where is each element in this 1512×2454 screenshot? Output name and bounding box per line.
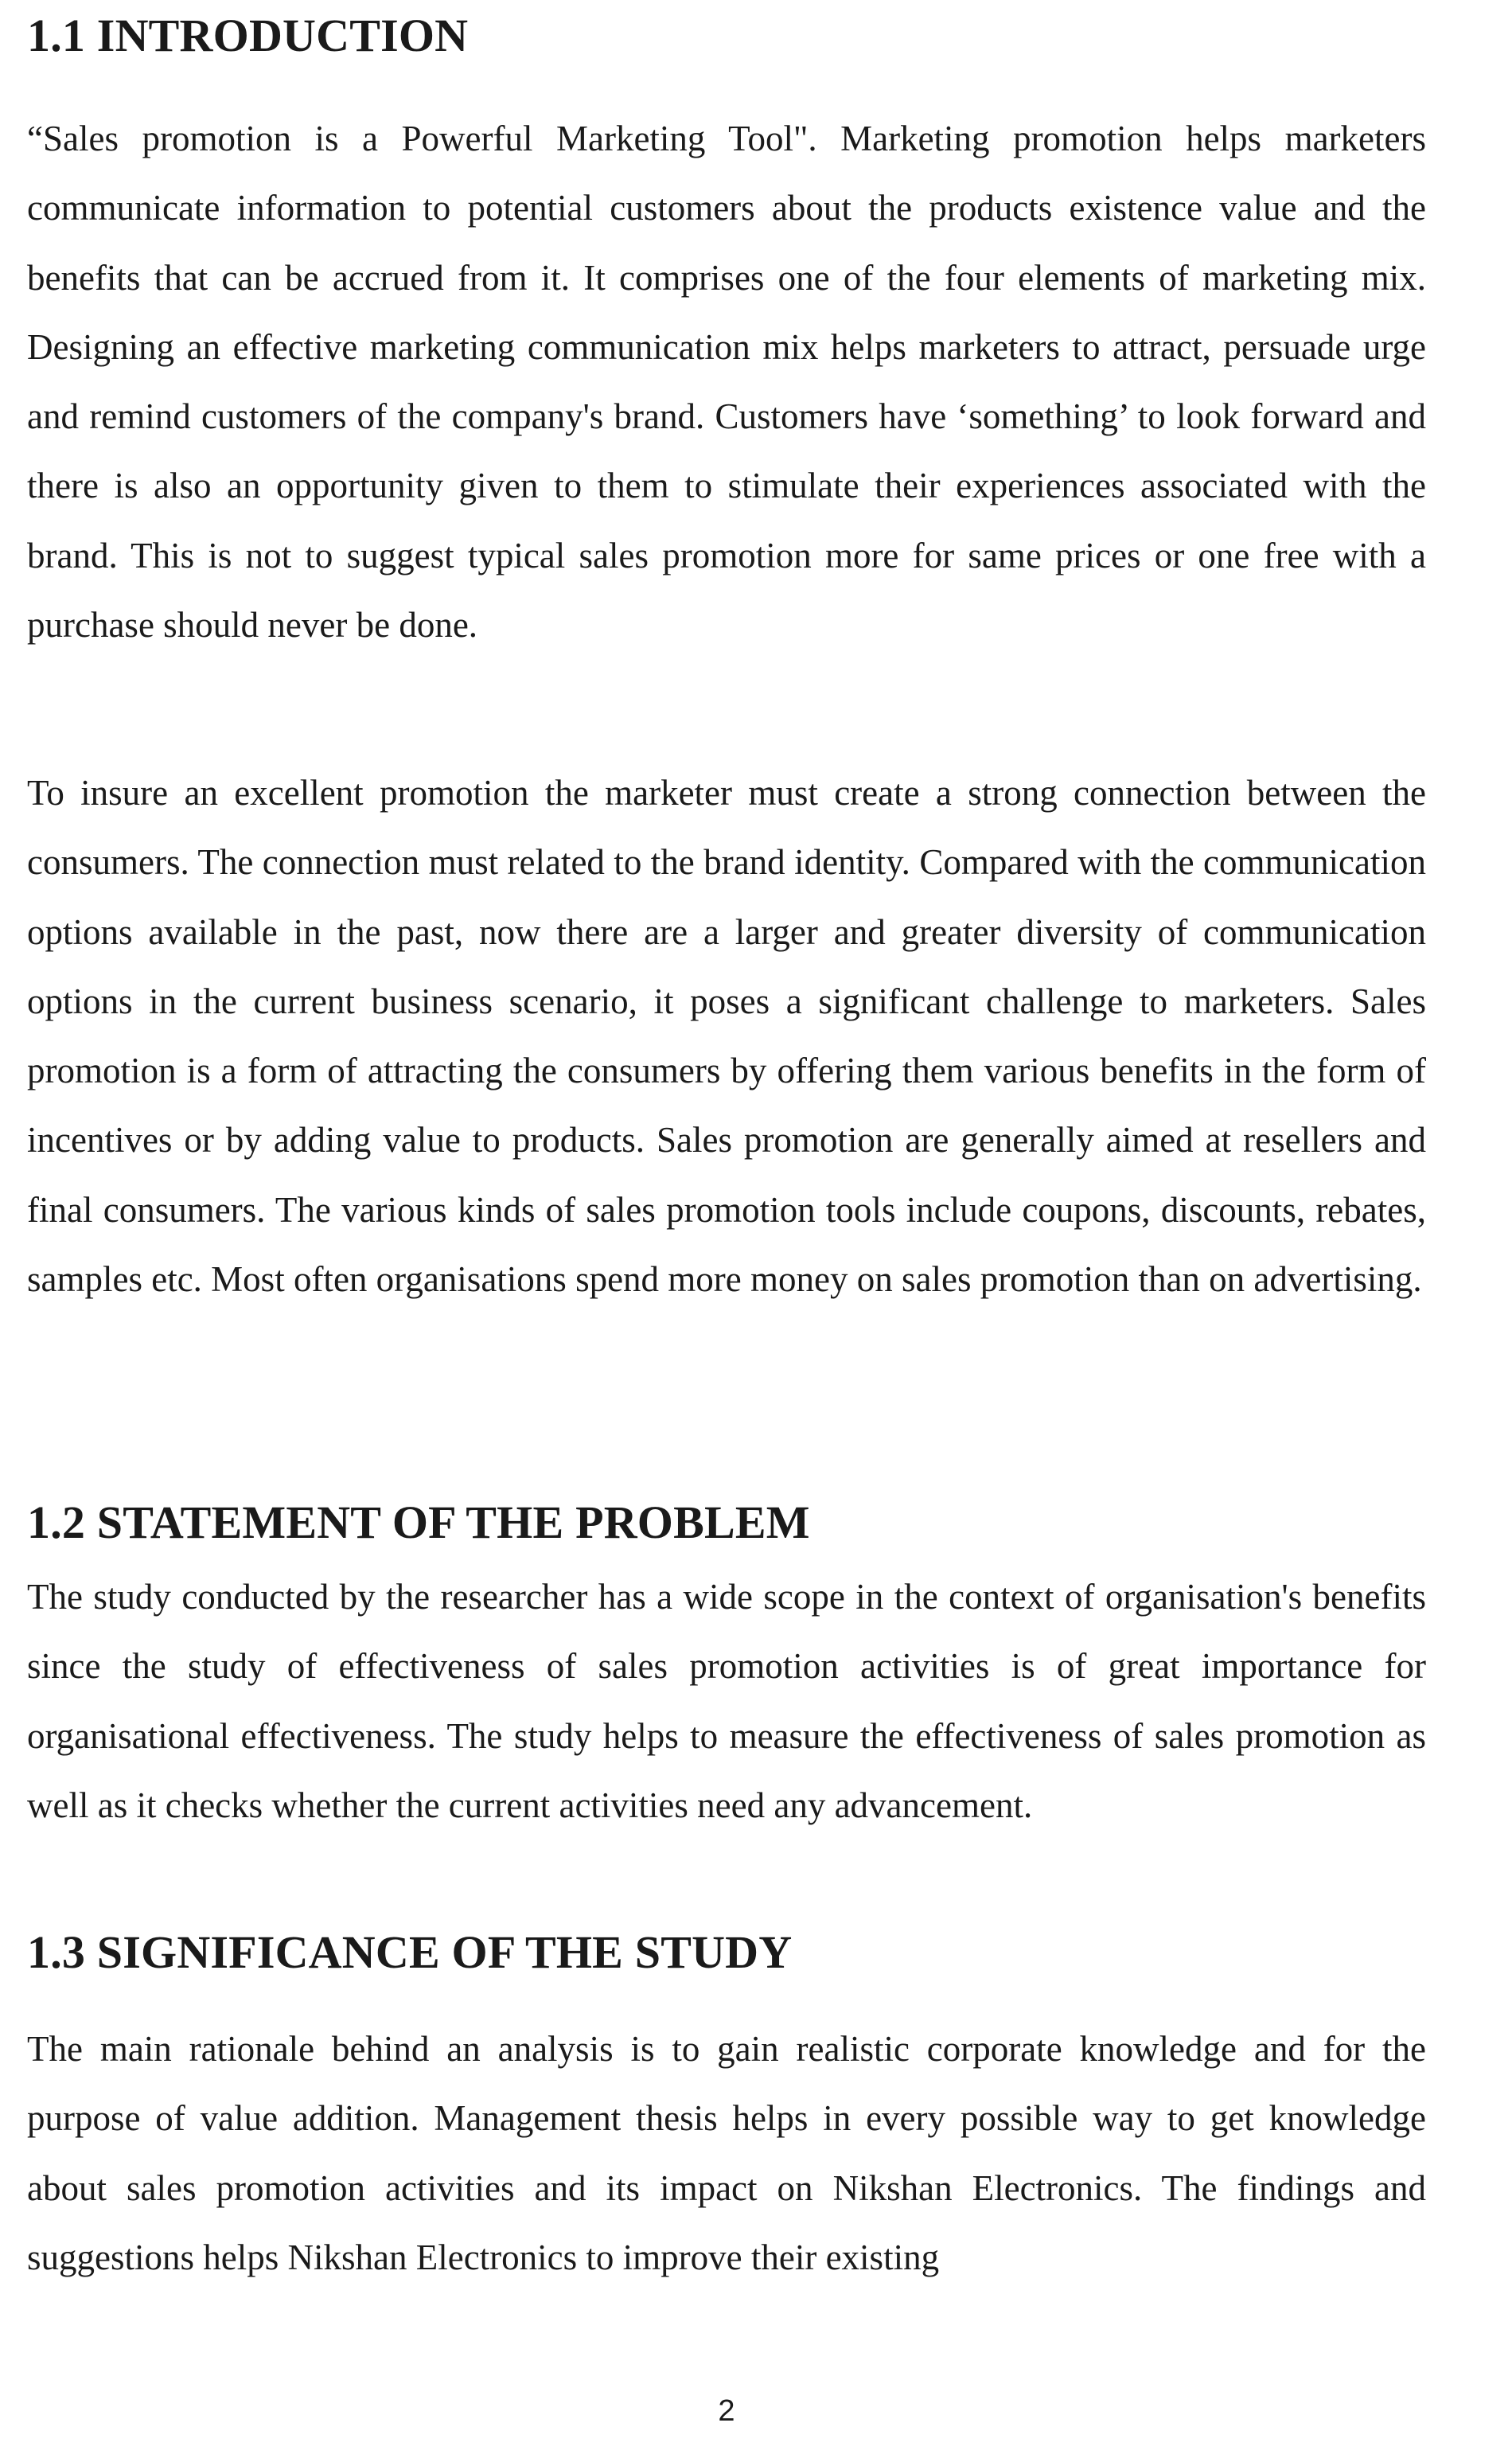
section-heading-significance: 1.3 SIGNIFICANCE OF THE STUDY [27, 1926, 793, 1978]
page-number: 2 [718, 2394, 735, 2428]
statement-of-problem-paragraph: The study conducted by the researcher has a wide scope in the context of organisation's benefits since the study of effectiveness of sales promotion activities is of great importance for organisational effectiveness. The study helps to measure the effectiveness of sales promotion as well as it checks whether the current activities need any advancement. [27, 1577, 1426, 1825]
introduction-paragraph-2: To insure an excellent promotion the marketer must create a strong connection between the consumers. The connection must related to the brand identity. Compared with the communication options available in the past, now there are a larger and greater diversity of communication options in the current business scenario, it poses a significant challenge to marketers. Sales promotion is a form of attracting the consumers by offering them various benefits in the form of incentives or by adding value to products. Sales promotion are generally aimed at resellers and final consumers. The various kinds of sales promotion tools include coupons, discounts, rebates, samples etc. Most often organisations spend more money on sales promotion than on advertising. [27, 773, 1426, 1300]
significance-paragraph: The main rationale behind an analysis is to gain realistic corporate knowledge and for the purpose of value addition. Management thesis helps in every possible way to get knowledge about sales promotion activities and its impact on Nikshan Electronics. The findings and suggestions helps Nikshan Electronics to improve their existing [27, 2029, 1426, 2277]
section-heading-introduction: 1.1 INTRODUCTION [27, 10, 469, 61]
introduction-paragraph-1: “Sales promotion is a Powerful Marketing Tool". Marketing promotion helps marketers communicate information to potential customers about the products existence value and the benefits that can be accrued from it. It comprises one of the four elements of marketing mix. Designing an effective marketing communication mix helps marketers to attract, persuade urge and remind customers of the company's brand. Customers have ‘something’ to look forward and there is also an opportunity given to them to stimulate their experiences associated with the brand. This is not to suggest typical sales promotion more for same prices or one free with a purchase should never be done. [27, 119, 1426, 646]
section-heading-statement-of-problem: 1.2 STATEMENT OF THE PROBLEM [27, 1496, 810, 1548]
